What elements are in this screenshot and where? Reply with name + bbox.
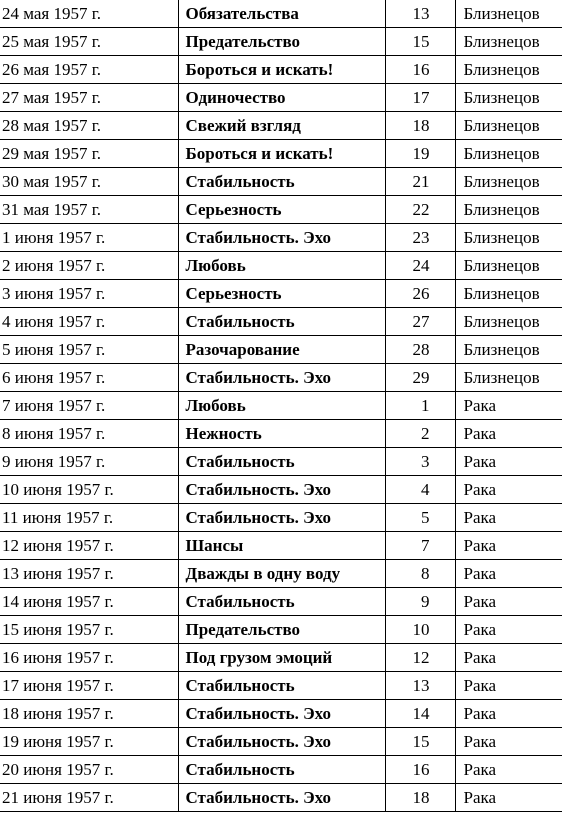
title-cell: Серьезность [178,196,385,224]
sign-cell: Рака [455,784,562,812]
title-cell: Одиночество [178,84,385,112]
date-cell: 12 июня 1957 г. [0,532,178,560]
number-cell: 27 [385,308,455,336]
title-cell: Под грузом эмоций [178,644,385,672]
sign-cell: Рака [455,532,562,560]
date-cell: 5 июня 1957 г. [0,336,178,364]
sign-cell: Близнецов [455,0,562,28]
date-cell: 25 мая 1957 г. [0,28,178,56]
title-cell: Бороться и искать! [178,56,385,84]
table-row [0,616,562,644]
date-cell: 24 мая 1957 г. [0,0,178,28]
date-cell: 11 июня 1957 г. [0,504,178,532]
table-row [0,0,562,28]
title-cell: Стабильность. Эхо [178,364,385,392]
number-cell: 8 [385,560,455,588]
number-cell: 15 [385,728,455,756]
title-cell: Стабильность [178,168,385,196]
number-cell: 19 [385,140,455,168]
table-row [0,588,562,616]
sign-cell: Близнецов [455,252,562,280]
table-row [0,280,562,308]
date-cell: 4 июня 1957 г. [0,308,178,336]
title-cell: Серьезность [178,280,385,308]
table-row [0,700,562,728]
date-cell: 18 июня 1957 г. [0,700,178,728]
number-cell: 18 [385,112,455,140]
title-cell: Нежность [178,420,385,448]
title-cell: Разочарование [178,336,385,364]
sign-cell: Близнецов [455,168,562,196]
table-row [0,84,562,112]
sign-cell: Рака [455,420,562,448]
sign-cell: Близнецов [455,112,562,140]
number-cell: 16 [385,56,455,84]
sign-cell: Рака [455,616,562,644]
number-cell: 14 [385,700,455,728]
table-row [0,644,562,672]
date-cell: 21 июня 1957 г. [0,784,178,812]
title-cell: Свежий взгляд [178,112,385,140]
title-cell: Обязательства [178,0,385,28]
number-cell: 23 [385,224,455,252]
table-row [0,112,562,140]
date-cell: 30 мая 1957 г. [0,168,178,196]
title-cell: Предательство [178,616,385,644]
sign-cell: Рака [455,392,562,420]
title-cell: Стабильность. Эхо [178,224,385,252]
table-row [0,560,562,588]
table-row [0,392,562,420]
sign-cell: Близнецов [455,140,562,168]
number-cell: 22 [385,196,455,224]
title-cell: Стабильность [178,756,385,784]
sign-cell: Близнецов [455,224,562,252]
date-cell: 14 июня 1957 г. [0,588,178,616]
date-cell: 13 июня 1957 г. [0,560,178,588]
title-cell: Предательство [178,28,385,56]
table-row [0,196,562,224]
number-cell: 9 [385,588,455,616]
table-row [0,504,562,532]
sign-cell: Рака [455,588,562,616]
number-cell: 1 [385,392,455,420]
table-row [0,308,562,336]
date-cell: 15 июня 1957 г. [0,616,178,644]
date-cell: 20 июня 1957 г. [0,756,178,784]
number-cell: 26 [385,280,455,308]
title-cell: Стабильность [178,448,385,476]
date-cell: 16 июня 1957 г. [0,644,178,672]
title-cell: Дважды в одну воду [178,560,385,588]
number-cell: 5 [385,504,455,532]
number-cell: 7 [385,532,455,560]
table-row [0,448,562,476]
date-cell: 6 июня 1957 г. [0,364,178,392]
number-cell: 21 [385,168,455,196]
table-row [0,336,562,364]
title-cell: Бороться и искать! [178,140,385,168]
date-cell: 10 июня 1957 г. [0,476,178,504]
sign-cell: Рака [455,700,562,728]
number-cell: 3 [385,448,455,476]
number-cell: 28 [385,336,455,364]
number-cell: 13 [385,672,455,700]
title-cell: Любовь [178,252,385,280]
date-cell: 27 мая 1957 г. [0,84,178,112]
sign-cell: Близнецов [455,196,562,224]
number-cell: 29 [385,364,455,392]
number-cell: 12 [385,644,455,672]
title-cell: Стабильность [178,588,385,616]
number-cell: 13 [385,0,455,28]
title-cell: Стабильность. Эхо [178,700,385,728]
title-cell: Стабильность. Эхо [178,476,385,504]
number-cell: 2 [385,420,455,448]
sign-cell: Рака [455,560,562,588]
number-cell: 24 [385,252,455,280]
sign-cell: Близнецов [455,364,562,392]
title-cell: Стабильность. Эхо [178,784,385,812]
date-cell: 9 июня 1957 г. [0,448,178,476]
number-cell: 16 [385,756,455,784]
table-row [0,224,562,252]
date-cell: 28 мая 1957 г. [0,112,178,140]
table-row [0,476,562,504]
table-row [0,756,562,784]
sign-cell: Близнецов [455,84,562,112]
number-cell: 17 [385,84,455,112]
date-cell: 31 мая 1957 г. [0,196,178,224]
number-cell: 18 [385,784,455,812]
date-cell: 26 мая 1957 г. [0,56,178,84]
table-row [0,252,562,280]
table-row [0,728,562,756]
sign-cell: Близнецов [455,28,562,56]
number-cell: 10 [385,616,455,644]
number-cell: 4 [385,476,455,504]
date-cell: 3 июня 1957 г. [0,280,178,308]
date-cell: 17 июня 1957 г. [0,672,178,700]
date-cell: 7 июня 1957 г. [0,392,178,420]
table-row [0,140,562,168]
title-cell: Стабильность [178,308,385,336]
number-cell: 15 [385,28,455,56]
title-cell: Любовь [178,392,385,420]
sign-cell: Рака [455,728,562,756]
sign-cell: Близнецов [455,308,562,336]
table-row [0,532,562,560]
title-cell: Стабильность [178,672,385,700]
date-cell: 29 мая 1957 г. [0,140,178,168]
table-row [0,784,562,812]
sign-cell: Рака [455,756,562,784]
title-cell: Стабильность. Эхо [178,504,385,532]
date-cell: 2 июня 1957 г. [0,252,178,280]
sign-cell: Рака [455,672,562,700]
sign-cell: Близнецов [455,280,562,308]
sign-cell: Рака [455,644,562,672]
sign-cell: Рака [455,504,562,532]
table-row [0,28,562,56]
sign-cell: Рака [455,448,562,476]
date-cell: 1 июня 1957 г. [0,224,178,252]
table-row [0,168,562,196]
table-row [0,56,562,84]
table-row [0,364,562,392]
table-row [0,672,562,700]
sign-cell: Близнецов [455,336,562,364]
title-cell: Шансы [178,532,385,560]
date-cell: 19 июня 1957 г. [0,728,178,756]
sign-cell: Рака [455,476,562,504]
title-cell: Стабильность. Эхо [178,728,385,756]
table-row [0,420,562,448]
date-cell: 8 июня 1957 г. [0,420,178,448]
sign-cell: Близнецов [455,56,562,84]
